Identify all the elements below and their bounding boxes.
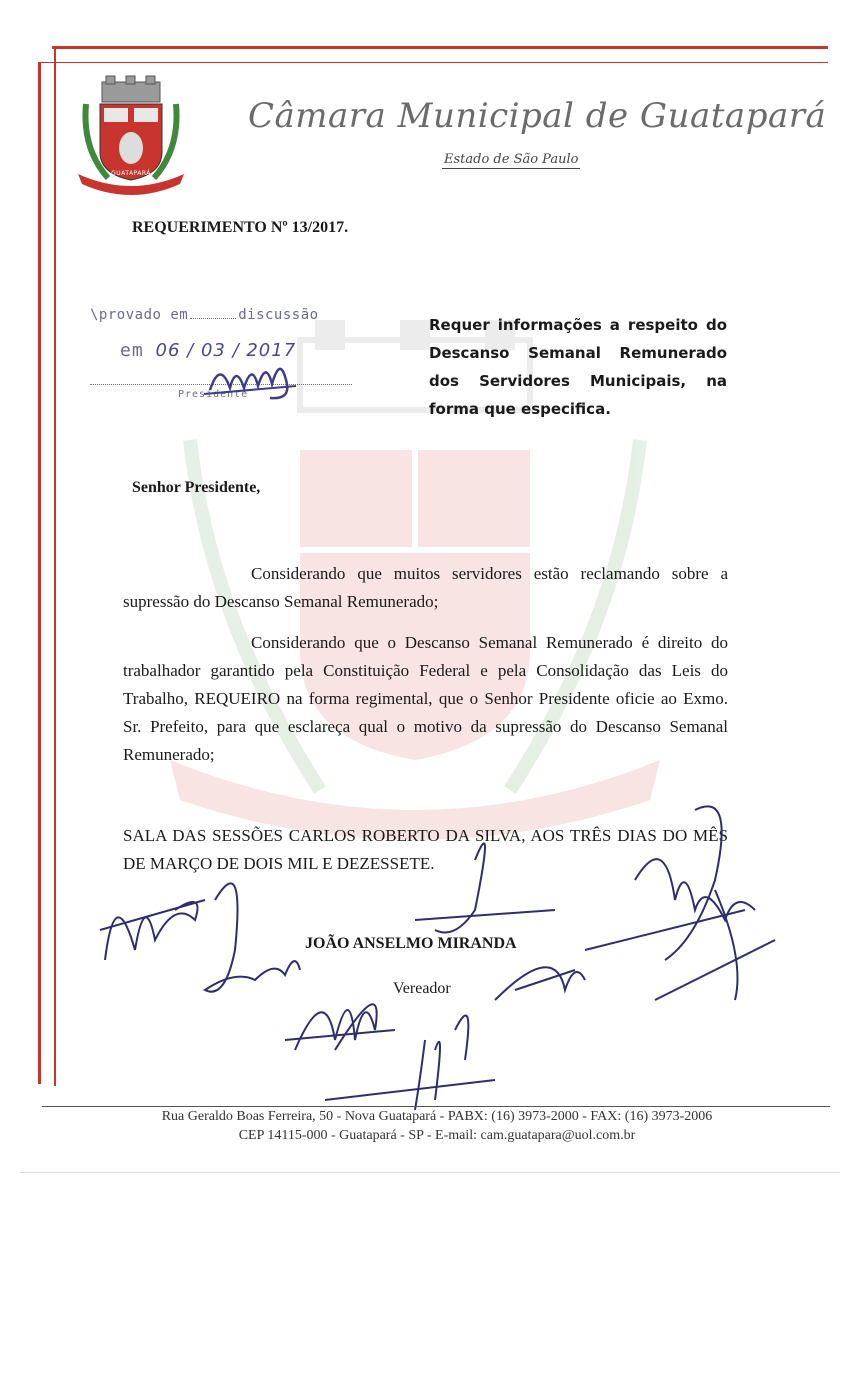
frame-top-inner-line bbox=[38, 62, 828, 63]
frame-left-line bbox=[38, 62, 41, 1084]
salutation: Senhor Presidente, bbox=[132, 479, 261, 496]
stamp-em-label: em bbox=[120, 340, 144, 361]
stamp-discussion-label: discussão bbox=[238, 307, 319, 323]
paragraph-1 bbox=[123, 560, 728, 616]
crest-banner-text: GUATAPARÁ bbox=[111, 170, 151, 177]
frame-left-inner-line bbox=[54, 46, 56, 1086]
scan-edge-line bbox=[20, 1172, 840, 1173]
president-signature bbox=[200, 350, 310, 410]
stamp-line-1 bbox=[90, 307, 319, 323]
footer-contact: CEP 14115-000 - Guatapará - SP - E-mail: cam.guatapara@uol.com.br bbox=[238, 1128, 636, 1143]
footer-divider bbox=[42, 1106, 830, 1107]
institution-subtitle: Estado de São Paulo bbox=[444, 152, 579, 167]
paragraph-2-text: Considerando que o Descanso Semanal Remunerado é direito do trabalhador garantido pela Constituição Federal e pela Consolidação das Leis do Trabalho, REQUEIRO na forma regimental, que o Senhor Presidente oficie ao Exmo. Sr. Prefeito, para que esclareça qual o motivo da supressão do Descanso Semanal Remunerado; bbox=[123, 633, 728, 764]
frame-top-line bbox=[52, 46, 828, 49]
signer-role: Vereador bbox=[393, 980, 451, 997]
closing-statement: SALA DAS SESSÕES CARLOS ROBERTO DA SILVA, AOS TRÊS DIAS DO MÊS DE MARÇO DE DOIS MIL E DEZESSETE. bbox=[123, 826, 728, 873]
handwritten-signatures bbox=[95, 800, 795, 1120]
request-summary: Requer informações a respeito do Descanso Semanal Remunerado dos Servidores Municipais, na forma que especifica. bbox=[429, 316, 727, 418]
stamp-date: 06 / 03 / 2017 bbox=[155, 340, 297, 361]
signer-name: JOÃO ANSELMO MIRANDA bbox=[305, 935, 517, 952]
institution-title: Câmara Municipal de Guatapará bbox=[248, 96, 827, 136]
paragraph-1-text: Considerando que muitos servidores estão reclamando sobre a supressão do Descanso Semanal Remunerado; bbox=[123, 564, 728, 611]
stamp-approved-label: \provado em bbox=[90, 307, 189, 323]
stamp-president-label: Presidente bbox=[178, 389, 249, 400]
paragraph-2 bbox=[123, 629, 728, 769]
request-number: REQUERIMENTO Nº 13/2017. bbox=[132, 219, 349, 236]
footer-address: Rua Geraldo Boas Ferreira, 50 - Nova Guatapará - PABX: (16) 3973-2000 - FAX: (16) 3973-2006 bbox=[161, 1109, 713, 1124]
